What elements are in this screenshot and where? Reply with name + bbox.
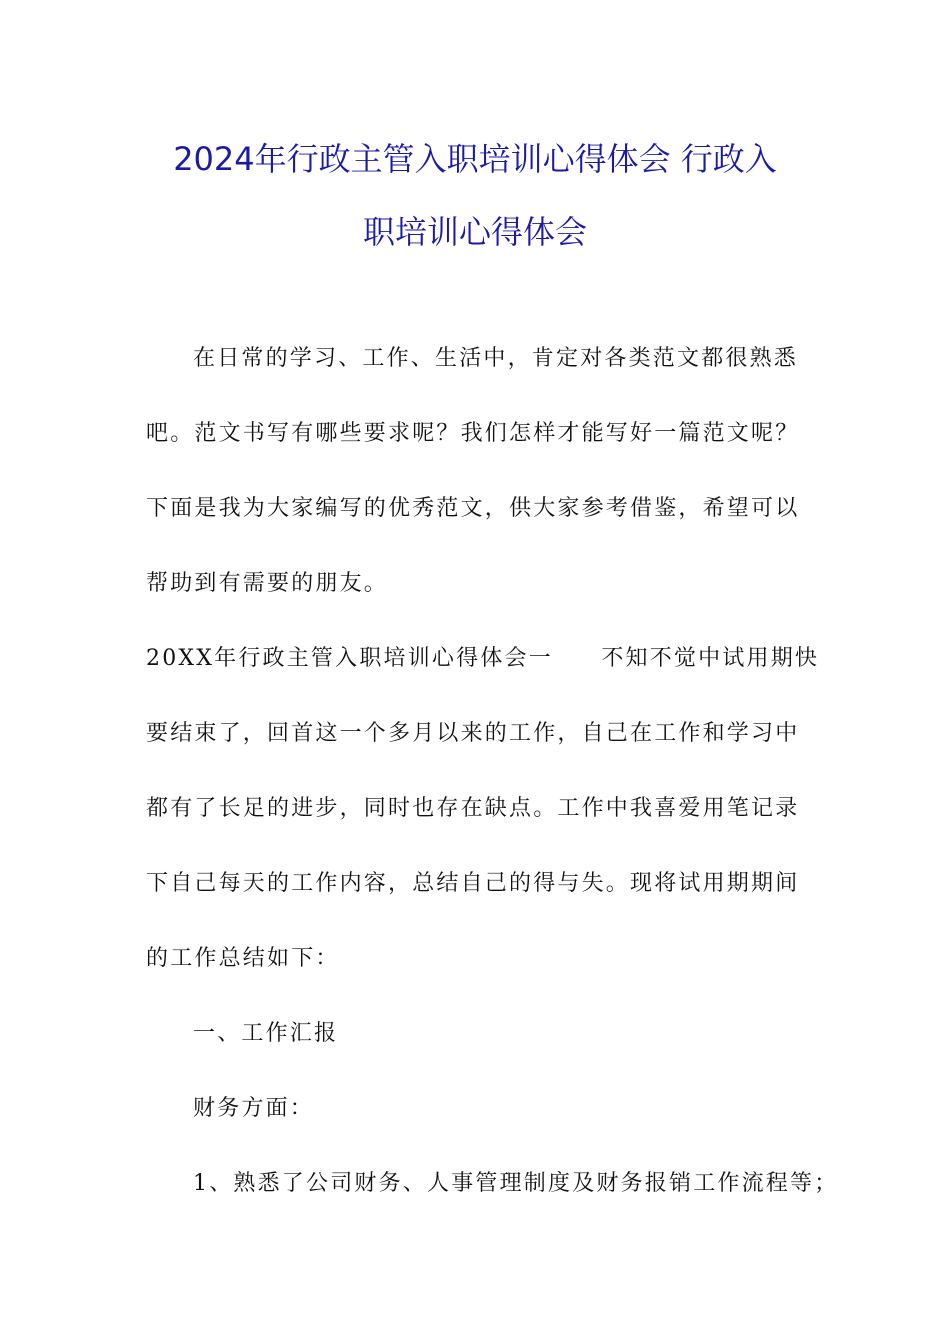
- section-heading-work-report: 一、工作汇报: [193, 1021, 339, 1046]
- list-item-1: 1、熟悉了公司财务、人事管理制度及财务报销工作流程等；: [193, 1171, 839, 1196]
- body-line-2: 吧。范文书写有哪些要求呢？我们怎样才能写好一篇范文呢？: [146, 421, 800, 446]
- body-line-6: 要结束了，回首这一个多月以来的工作，自己在工作和学习中: [146, 721, 800, 746]
- body-line-7: 都有了长足的进步，同时也存在缺点。工作中我喜爱用笔记录: [146, 796, 800, 821]
- document-title-line-2: 职培训心得体会: [362, 213, 587, 251]
- body-line-9: 的工作总结如下：: [146, 946, 340, 971]
- body-line-1: 在日常的学习、工作、生活中，肯定对各类范文都很熟悉: [193, 346, 799, 371]
- body-line-3: 下面是我为大家编写的优秀范文，供大家参考借鉴，希望可以: [146, 496, 800, 521]
- document-title-line-1: 2024年行政主管入职培训心得体会 行政入: [173, 140, 777, 178]
- subheading-finance: 财务方面：: [193, 1096, 315, 1121]
- body-line-8: 下自己每天的工作内容，总结自己的得与失。现将试用期期间: [146, 871, 800, 896]
- body-line-4: 帮助到有需要的朋友。: [146, 571, 389, 596]
- body-line-5: 20XX年行政主管入职培训心得体会一 不知不觉中试用期快: [146, 646, 820, 671]
